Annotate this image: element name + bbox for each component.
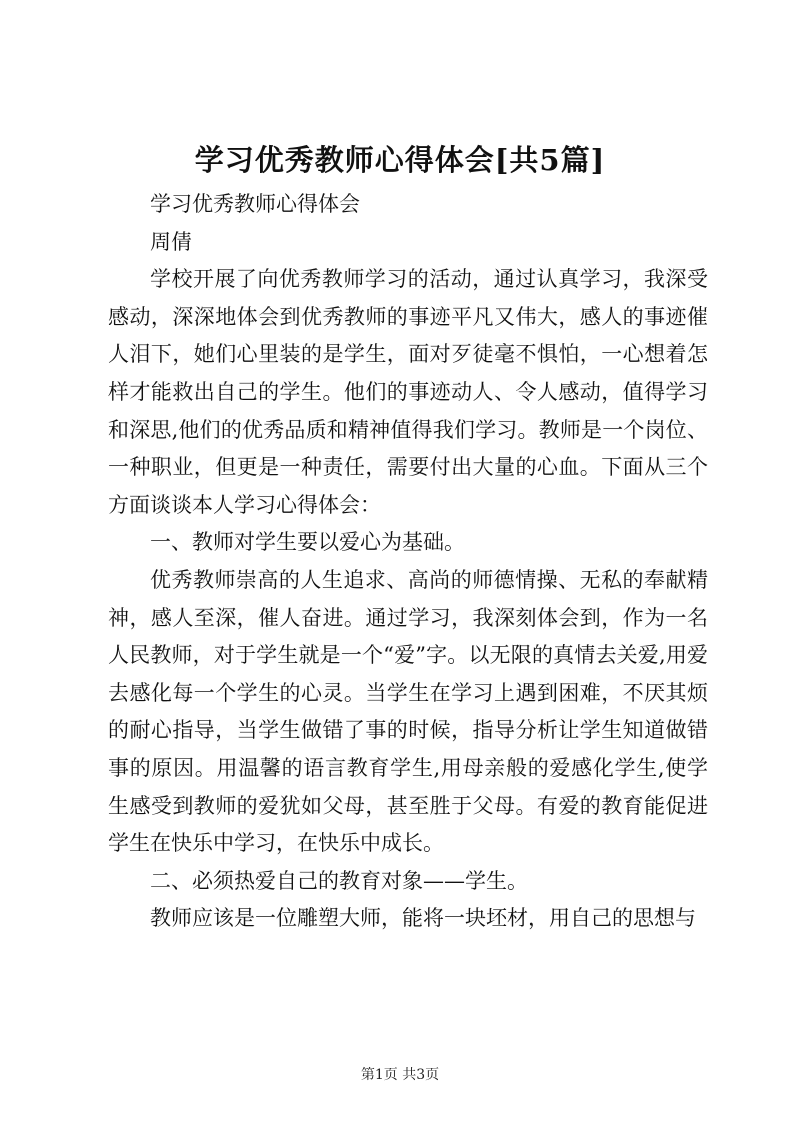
paragraph-section-1: 优秀教师崇高的人生追求、高尚的师德情操、无私的奉献精神，感人至深，催人奋进。通过学习，我深刻体会到，作为一名人民教师，对于学生就是一个“爱”字。以无限的真情去关爱,用爱去感化每一个学生的心灵。当学生在学习上遇到困难，不厌其烦的耐心指导，当学生做错了事的时候，指导分析让学生知道做错事的原因。用温馨的语言教育学生,用母亲般的爱感化学生,使学生感受到教师的爱犹如父母，甚至胜于父母。有爱的教育能促进学生在快乐中学习，在快乐中成长。: [108, 567, 708, 856]
page-number-footer: 第1页 共3页: [360, 1067, 440, 1083]
document-title: 学习优秀教师心得体会[共5篇]: [194, 143, 606, 177]
paragraph-section-2: 教师应该是一位雕塑大师，能将一块坯材，用自己的思想与: [150, 906, 696, 931]
subtitle: 学习优秀教师心得体会: [150, 192, 360, 216]
section-heading-2: 二、必须热爱自己的教育对象——学生。: [150, 868, 528, 893]
section-heading-1: 一、教师对学生要以爱心为基础。: [150, 530, 465, 555]
author-name: 周倩: [150, 229, 192, 254]
paragraph-intro: 学校开展了向优秀教师学习的活动，通过认真学习，我深受感动，深深地体会到优秀教师的事迹平凡又伟大，感人的事迹催人泪下，她们心里装的是学生，面对歹徒毫不惧怕，一心想着怎样才能救出自己的学生。他们的事迹动人、令人感动，值得学习和深思,他们的优秀品质和精神值得我们学习。教师是一个岗位、一种职业，但更是一种责任，需要付出大量的心血。下面从三个方面谈谈本人学习心得体会：: [108, 267, 708, 517]
document-body: [108, 186, 708, 938]
